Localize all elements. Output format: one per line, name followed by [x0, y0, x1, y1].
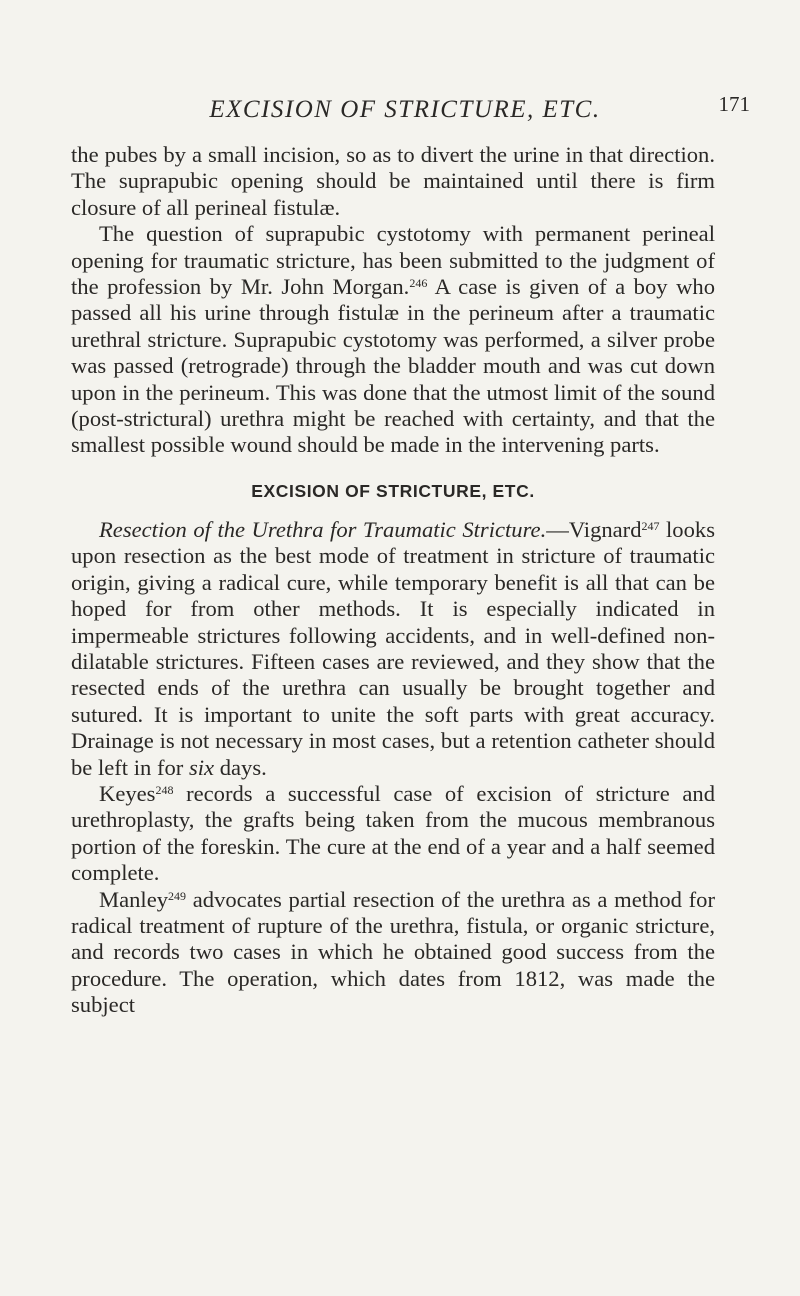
- paragraph-keyes: [71, 781, 715, 887]
- running-head: [60, 92, 750, 132]
- paragraph-manley: [71, 887, 715, 1019]
- page-number: 171: [718, 92, 750, 116]
- running-title: EXCISION OF STRICTURE, ETC.: [209, 96, 601, 123]
- paragraph-text: A case is given of a boy who passed all his urine through fistulæ in the perineum after a traumatic urethral stricture. Suprapubic cystotomy was performed, a silver probe was passed (retrograde) through the bladder mouth and was cut down upon in the perineum. This was done that the utmost limit of the sound (post-strictural) urethra might be reached with certainty, and that the smallest possible wound should be made in the intervening parts.: [71, 274, 715, 458]
- author-name: Keyes: [99, 780, 156, 806]
- paragraph-text: the pubes by a small incision, so as to divert the urine in that direction. The suprapubic opening should be maintained until there is firm closure of all perineal fistulæ.: [71, 142, 715, 220]
- subsection-title: Resection of the Urethra for Traumatic Stricture.: [99, 516, 547, 542]
- footnote-reference: 246: [409, 276, 428, 291]
- paragraph-resection: [71, 517, 715, 781]
- body-text: [71, 142, 715, 1019]
- paragraph-text: The question of suprapubic cystotomy with permanent perineal opening for traumatic stricture, has been submitted to the judgment of the profession by Mr. John Morgan.: [71, 221, 715, 300]
- author-name: Manley: [99, 886, 169, 912]
- paragraph-text: records a successful case of excision of stricture and urethroplasty, the grafts being taken from the mucous membranous portion of the foreskin. The cure at the end of a year and a half seemed complete.: [71, 780, 715, 886]
- author-name: Vignard: [568, 516, 642, 542]
- emphasized-word: six: [188, 754, 215, 780]
- em-dash: —: [546, 516, 569, 542]
- paragraph-text: looks upon resection as the best mode of treatment in stricture of traumatic origin, giving a radical cure, while temporary benefit is all that can be hoped for from other methods. It is especially indicated in impermeable strictures following accidents, and in well-defined non-dilatable strictures. Fifteen cases are reviewed, and they show that the resected ends of the urethra can usually be brought together and sutured. It is important to unite the soft parts with great accuracy. Drainage is not necessary in most cases, but a retention catheter should be left in for: [71, 516, 715, 780]
- footnote-reference: 247: [641, 518, 660, 533]
- section-heading: EXCISION OF STRICTURE, ETC.: [251, 480, 535, 501]
- footnote-reference: 249: [168, 888, 187, 903]
- paragraph-continuation: [71, 142, 715, 221]
- paragraph-text: days.: [214, 754, 267, 780]
- footnote-reference: 248: [155, 782, 174, 797]
- paragraph-text: advocates partial resection of the urethra as a method for radical treatment of rupture of the urethra, fistula, or organic stricture, and records two cases in which he obtained good success from the procedure. The operation, which dates from 1812, was made the subject: [71, 886, 715, 1018]
- paragraph-suprapubic-cystotomy: [71, 221, 715, 459]
